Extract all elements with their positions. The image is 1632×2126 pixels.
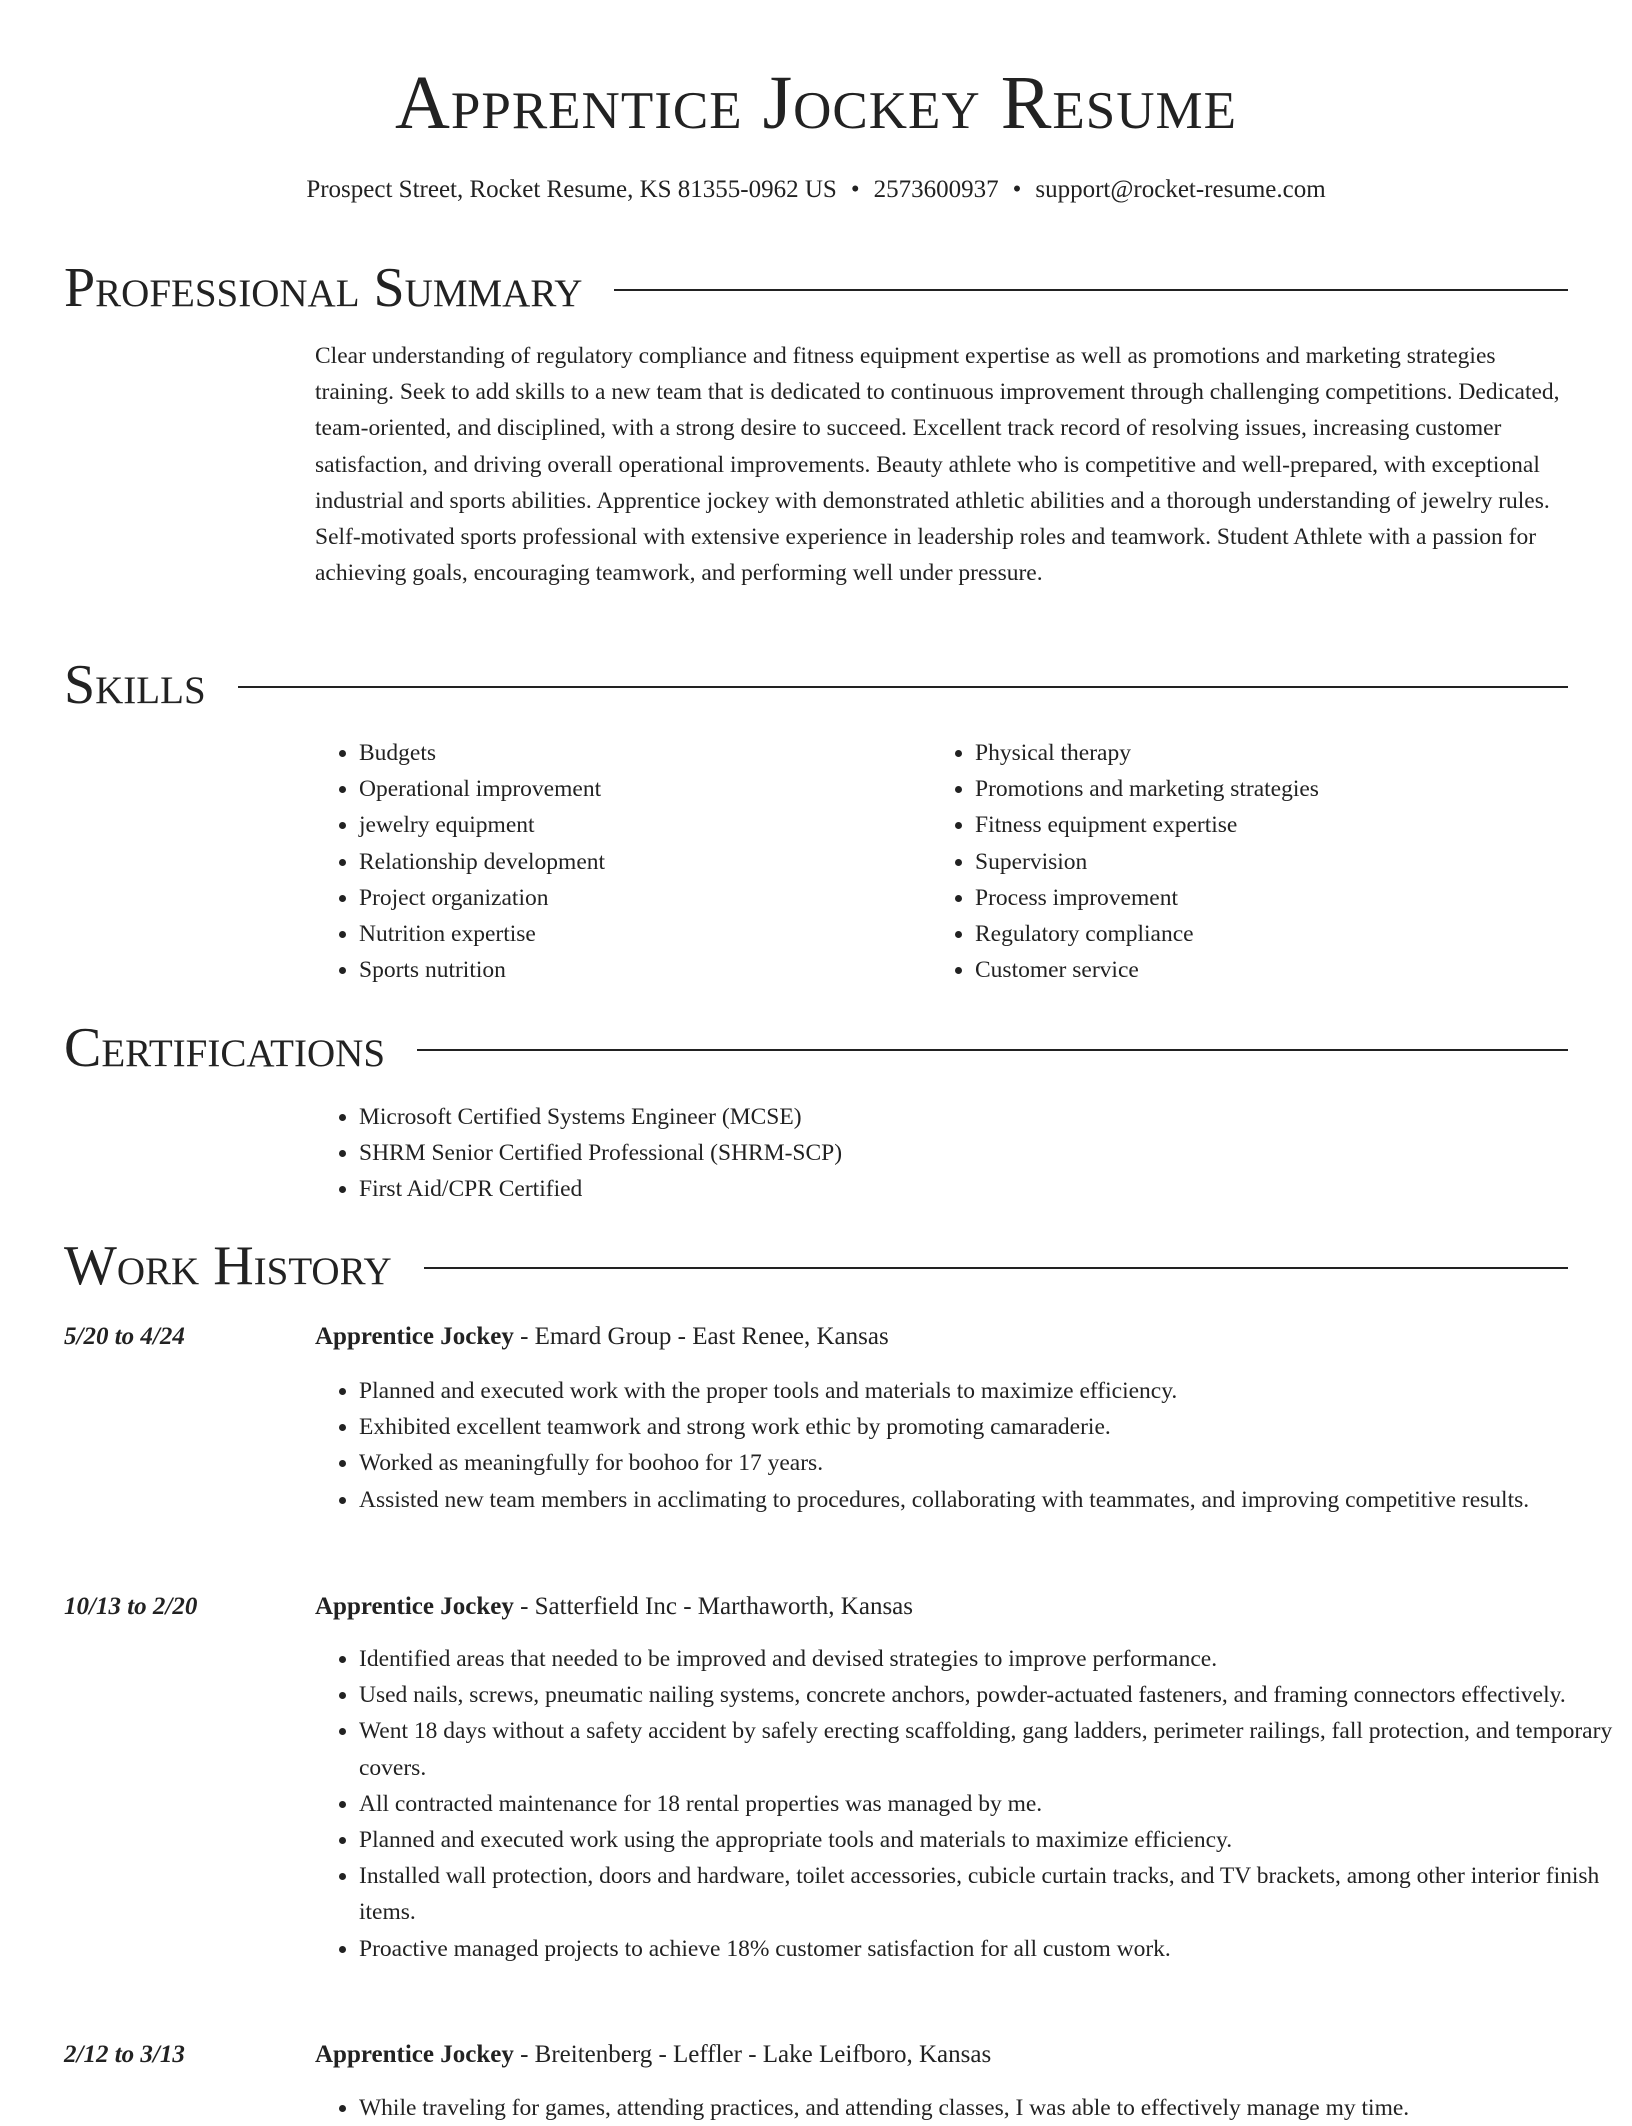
job-company-location: - Breitenberg - Leffler - Lake Leifboro, Kansas [513,2041,992,2068]
skill-item: • Nutrition expertise [359,916,919,952]
job-bullet: • Planned and executed work using the appropriate tools and materials to maximize efficiency. [359,1822,1614,1858]
skill-item: • Sports nutrition [359,952,919,988]
section-heading-summary [64,256,1568,320]
section-title: Skills [64,654,206,716]
job-company-location: - Emard Group - East Renee, Kansas [513,1323,889,1350]
job-bullet: • Installed wall protection, doors and hardware, toilet accessories, cubicle curtain tracks, and TV brackets, among other interior finish items. [359,1858,1614,1930]
certification-item: • First Aid/CPR Certified [359,1171,1559,1207]
job-title: Apprentice Jockey [315,1323,514,1350]
skill-item: • jewelry equipment [359,807,919,843]
job-bullet: • While traveling for games, attending practices, and attending classes, I was able to effectively manage my time. [359,2090,1614,2126]
contact-address: Prospect Street, Rocket Resume, KS 81355-0962 US [306,176,837,203]
certification-item: • Microsoft Certified Systems Engineer (MCSE) [359,1099,1559,1135]
job-title: Apprentice Jockey [315,1593,514,1620]
job-bullet: • Proactive managed projects to achieve 18% customer satisfaction for all custom work. [359,1931,1614,1967]
certification-item: • SHRM Senior Certified Professional (SHRM-SCP) [359,1135,1559,1171]
summary-text: Clear understanding of regulatory compliance and fitness equipment expertise as well as promotions and marketing strategies training. Seek to add skills to a new team that is dedicated to continuous improvement through challenging competitions. Dedicated, team-oriented, and disciplined, with a strong desire to succeed. Excellent track record of resolving issues, increasing customer satisfaction, and driving overall operational improvements. Beauty athlete who is competitive and well-prepared, with exceptional industrial and sports abilities. Apprentice jockey with demonstrated athletic abilities and a thorough understanding of jewelry rules. Self-motivated sports professional with extensive experience in leadership roles and teamwork. Student Athlete with a passion for achieving goals, encouraging teamwork, and performing well under pressure. [315,343,1560,587]
contact-separator: • [850,176,860,203]
section-title: Professional Summary [64,257,583,319]
skill-item: • Customer service [975,952,1595,988]
resume-title: Apprentice Jockey Resume [394,61,1238,145]
skill-item: • Budgets [359,735,919,771]
section-heading-certifications [64,1016,1568,1080]
contact-line [0,175,1632,205]
job-heading [315,1322,889,1352]
job-heading [315,1592,913,1622]
job-bullet: • Planned and executed work with the proper tools and materials to maximize efficiency. [359,1373,1614,1409]
skills-list-right [931,735,1595,988]
job-bullet: • Identified areas that needed to be improved and devised strategies to improve performance. [359,1641,1614,1677]
job-company-location: - Satterfield Inc - Marthaworth, Kansas [513,1593,913,1620]
job-bullet: • Worked as meaningfully for boohoo for 17 years. [359,1445,1614,1481]
job-bullets [315,1641,1614,1967]
job-bullet: • Went 18 days without a safety accident by safely erecting scaffolding, gang ladders, perimeter railings, fall protection, and temporary covers. [359,1713,1614,1785]
job-dates: 2/12 to 3/13 [64,2041,185,2068]
skill-item: • Relationship development [359,844,919,880]
job-bullets [315,1373,1614,1518]
job-title: Apprentice Jockey [315,2041,514,2068]
job-dates: 10/13 to 2/20 [64,1593,198,1620]
job-heading [315,2040,991,2070]
contact-separator: • [1012,176,1022,203]
job-bullet: • All contracted maintenance for 18 rental properties was managed by me. [359,1786,1614,1822]
skill-item: • Regulatory compliance [975,916,1595,952]
job-bullet: • Assisted new team members in acclimating to procedures, collaborating with teammates, and improving competitive results. [359,1482,1614,1518]
contact-phone: 2573600937 [873,176,999,203]
section-divider [238,686,1568,688]
job-dates: 5/20 to 4/24 [64,1323,185,1350]
skill-item: • Promotions and marketing strategies [975,771,1595,807]
section-title: Certifications [64,1017,386,1079]
skill-item: • Operational improvement [359,771,919,807]
skill-item: • Physical therapy [975,735,1595,771]
section-heading-skills [64,653,1568,717]
job-bullet: • Used nails, screws, pneumatic nailing systems, concrete anchors, powder-actuated fasteners, and framing connectors effectively. [359,1677,1614,1713]
section-heading-work-history [64,1234,1568,1298]
contact-email[interactable]: support@rocket-resume.com [1035,176,1326,203]
skill-item: • Process improvement [975,880,1595,916]
job-bullet: • Exhibited excellent teamwork and strong work ethic by promoting camaraderie. [359,1409,1614,1445]
section-divider [417,1049,1568,1051]
skill-item: • Fitness equipment expertise [975,807,1595,843]
job-bullets [315,2090,1614,2126]
skills-list-left [315,735,919,988]
certifications-list [315,1099,1559,1208]
section-divider [614,289,1568,291]
section-divider [424,1267,1568,1269]
skill-item: • Project organization [359,880,919,916]
section-title: Work History [64,1235,392,1297]
skill-item: • Supervision [975,844,1595,880]
